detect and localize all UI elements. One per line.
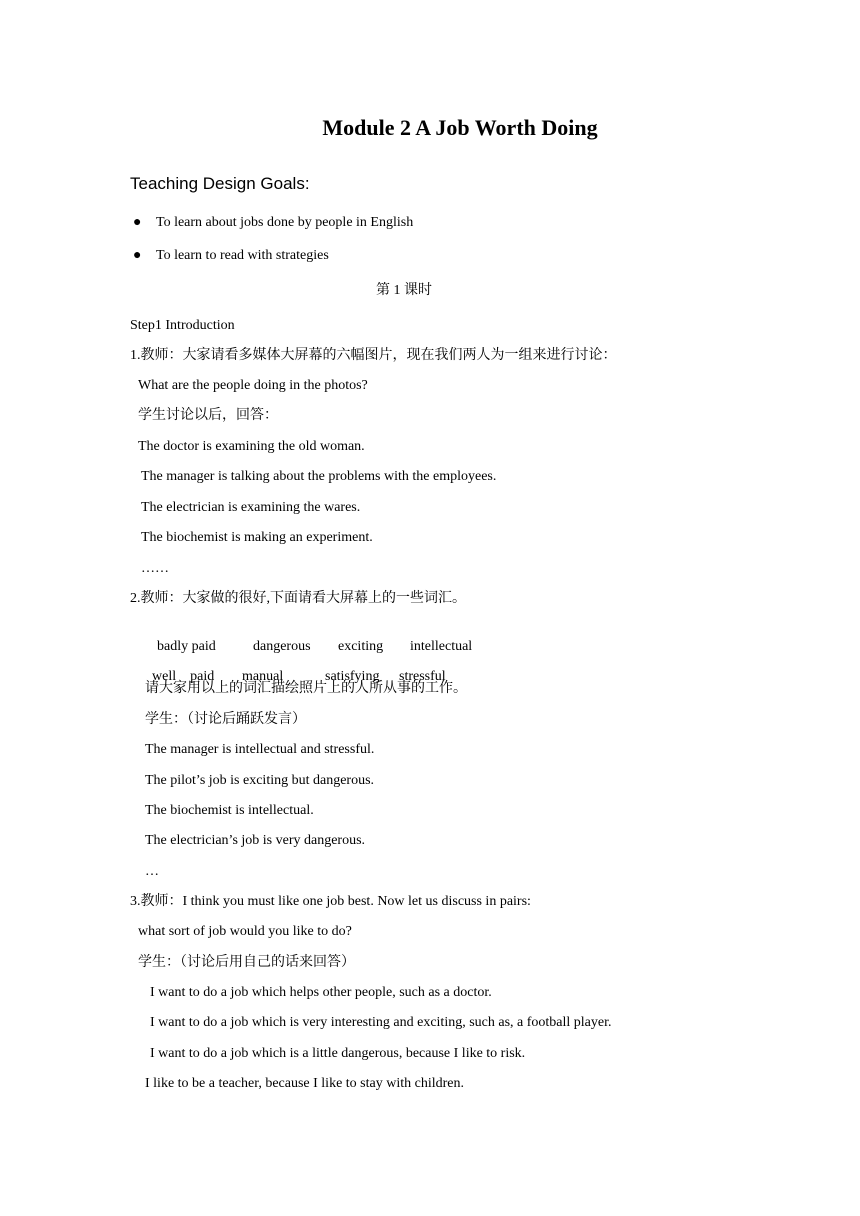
teacher-line: 3.教师：I think you must like one job best. Now let us discuss in pairs:: [130, 894, 531, 909]
goal-item: To learn about jobs done by people in English: [156, 215, 414, 230]
ellipsis: ……: [141, 561, 169, 576]
answer-line: The electrician’s job is very dangerous.: [145, 833, 366, 848]
document-title: Module 2 A Job Worth Doing: [322, 115, 598, 140]
student-line: 学生讨论以后，回答：: [138, 408, 278, 423]
student-line: 学生：（讨论后踊跃发言）: [145, 712, 306, 727]
goal-item: To learn to read with strategies: [156, 248, 329, 263]
teacher-line: 2.教师：大家做的很好,下面请看大屏幕上的一些词汇。: [130, 591, 466, 606]
lesson-label: 第 1 课时: [376, 283, 432, 298]
answer-line: I want to do a job which is very interesting and exciting, such as, a football player.: [150, 1015, 612, 1030]
answer-line: The biochemist is making an experiment.: [141, 530, 373, 545]
answer-line: The manager is talking about the problems with the employees.: [141, 469, 497, 484]
answer-line: The pilot’s job is exciting but dangerous.: [145, 773, 375, 788]
vocab-word: exciting: [338, 639, 384, 654]
answer-line: The manager is intellectual and stressful.: [145, 742, 375, 757]
vocab-word: satisfying: [325, 669, 380, 684]
step-heading: Step1 Introduction: [130, 318, 235, 333]
answer-line: I like to be a teacher, because I like to stay with children.: [145, 1076, 464, 1091]
vocab-word: badly paid: [157, 639, 216, 654]
answer-line: The doctor is examining the old woman.: [138, 439, 365, 454]
goals-heading: Teaching Design Goals:: [130, 174, 310, 193]
vocab-word: stressful: [399, 669, 446, 684]
answer-line: The biochemist is intellectual.: [145, 803, 314, 818]
answer-line: I want to do a job which helps other people, such as a doctor.: [150, 985, 492, 1000]
teacher-line: 1.教师：大家请看多媒体大屏幕的六幅图片，现在我们两人为一组来进行讨论：: [130, 348, 617, 363]
answer-line: The electrician is examining the wares.: [141, 500, 361, 515]
vocab-word: dangerous: [253, 639, 311, 654]
vocab-word: intellectual: [410, 639, 473, 654]
question-line: What are the people doing in the photos?: [138, 378, 368, 393]
bullet-icon: ●: [133, 248, 142, 263]
vocab-word: well paid: [152, 669, 215, 684]
ellipsis: …: [145, 864, 159, 879]
bullet-icon: ●: [133, 215, 142, 230]
question-line: what sort of job would you like to do?: [138, 924, 352, 939]
answer-line: I want to do a job which is a little dangerous, because I like to risk.: [150, 1046, 526, 1061]
vocab-word: manual: [242, 669, 284, 684]
student-line: 学生：（讨论后用自己的话来回答）: [138, 955, 355, 970]
instruction-line: 请大家用以上的词汇描绘照片上的人所从事的工作。: [145, 681, 467, 696]
